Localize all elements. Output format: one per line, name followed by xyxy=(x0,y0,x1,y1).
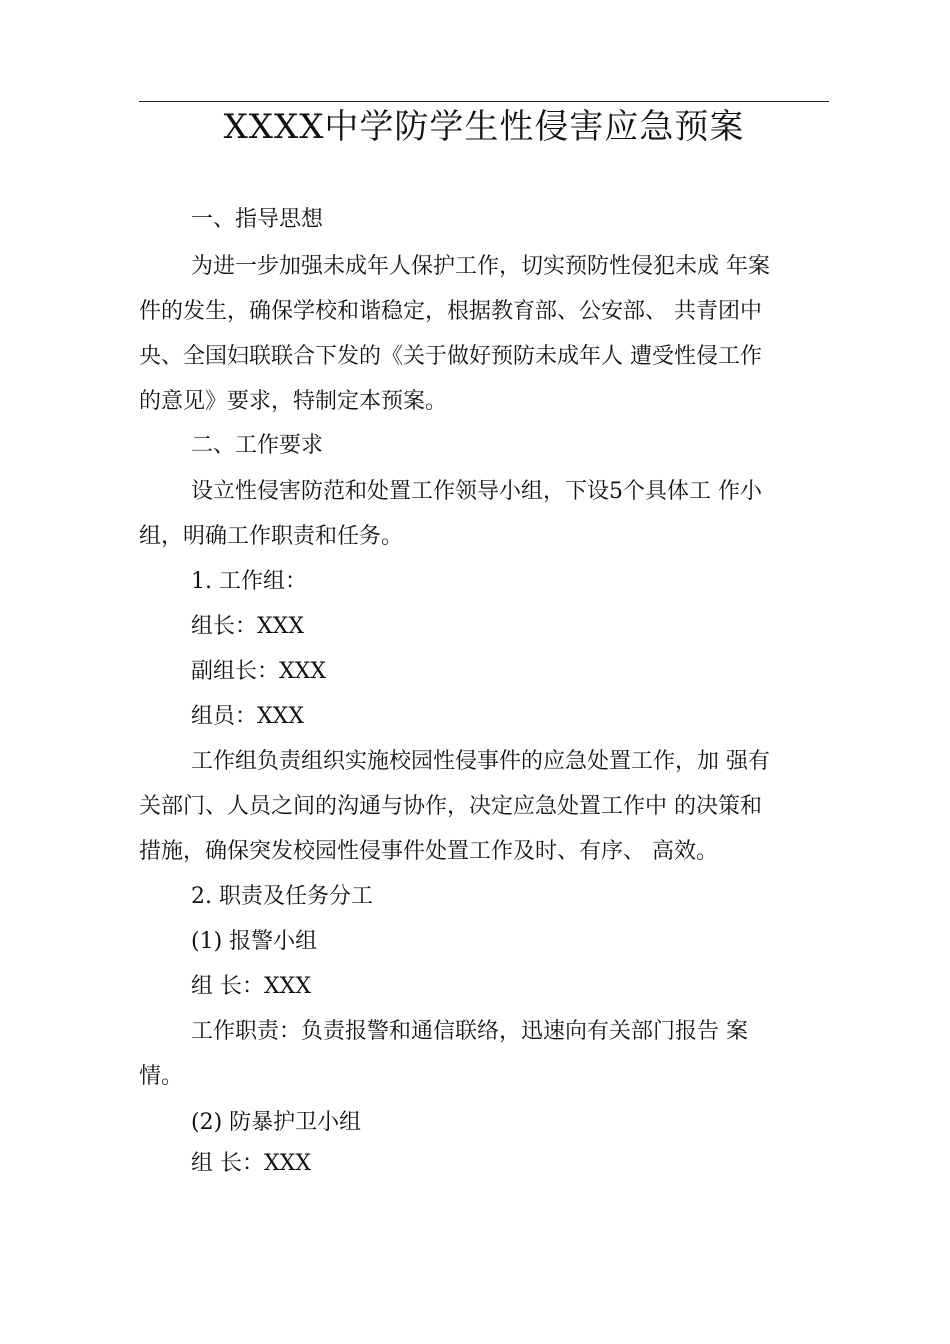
paragraph-line: 关部门、人员之间的沟通与协作，决定应急处置工作中 的决策和 xyxy=(139,794,762,819)
item-heading-work-group: 1. 工作组： xyxy=(191,569,307,594)
leader-line: 组长：XXX xyxy=(191,614,304,639)
group-leader-line: 组 长：XXX xyxy=(191,1151,311,1176)
paragraph-line: 工作职责：负责报警和通信联络，迅速向有关部门报告 案 xyxy=(191,1019,748,1044)
paragraph-line: 情。 xyxy=(139,1064,184,1089)
paragraph-line: 央、全国妇联联合下发的《关于做好预防未成年人 遭受性侵工作 xyxy=(139,344,762,369)
section-heading-guiding-ideology: 一、指导思想 xyxy=(191,207,324,232)
header-rule xyxy=(139,101,829,102)
paragraph-line xyxy=(191,252,829,282)
paragraph-line: 工作组负责组织实施校园性侵事件的应急处置工作，加 强有 xyxy=(191,749,770,774)
paragraph-line: 设立性侵害防范和处置工作领导小组，下设5个具体工 作小 xyxy=(191,479,762,504)
group-heading-guard: (2) 防暴护卫小组 xyxy=(191,1110,362,1135)
members-line: 组员：XXX xyxy=(191,704,304,729)
paragraph-line: 件的发生，确保学校和谐稳定，根据教育部、公安部、 共青团中 xyxy=(139,299,762,324)
group-leader-line: 组 长：XXX xyxy=(191,974,311,999)
paragraph-line-text: 为进一步加强未成年人保护工作，切实预防性侵犯未成 年案 xyxy=(191,254,770,279)
paragraph-line: 的意见》要求，特制定本预案。 xyxy=(139,389,448,414)
paragraph-line: 措施，确保突发校园性侵事件处置工作及时、有序、 高效。 xyxy=(139,839,718,864)
section-heading-work-requirements: 二、工作要求 xyxy=(191,433,324,458)
paragraph-line: 组，明确工作职责和任务。 xyxy=(139,524,404,549)
document-title: XXXX中学防学生性侵害应急预案 xyxy=(223,107,745,147)
deputy-leader-line: 副组长：XXX xyxy=(191,659,326,684)
group-heading-alarm: (1) 报警小组 xyxy=(191,929,318,954)
item-heading-duties: 2. 职责及任务分工 xyxy=(191,884,373,909)
